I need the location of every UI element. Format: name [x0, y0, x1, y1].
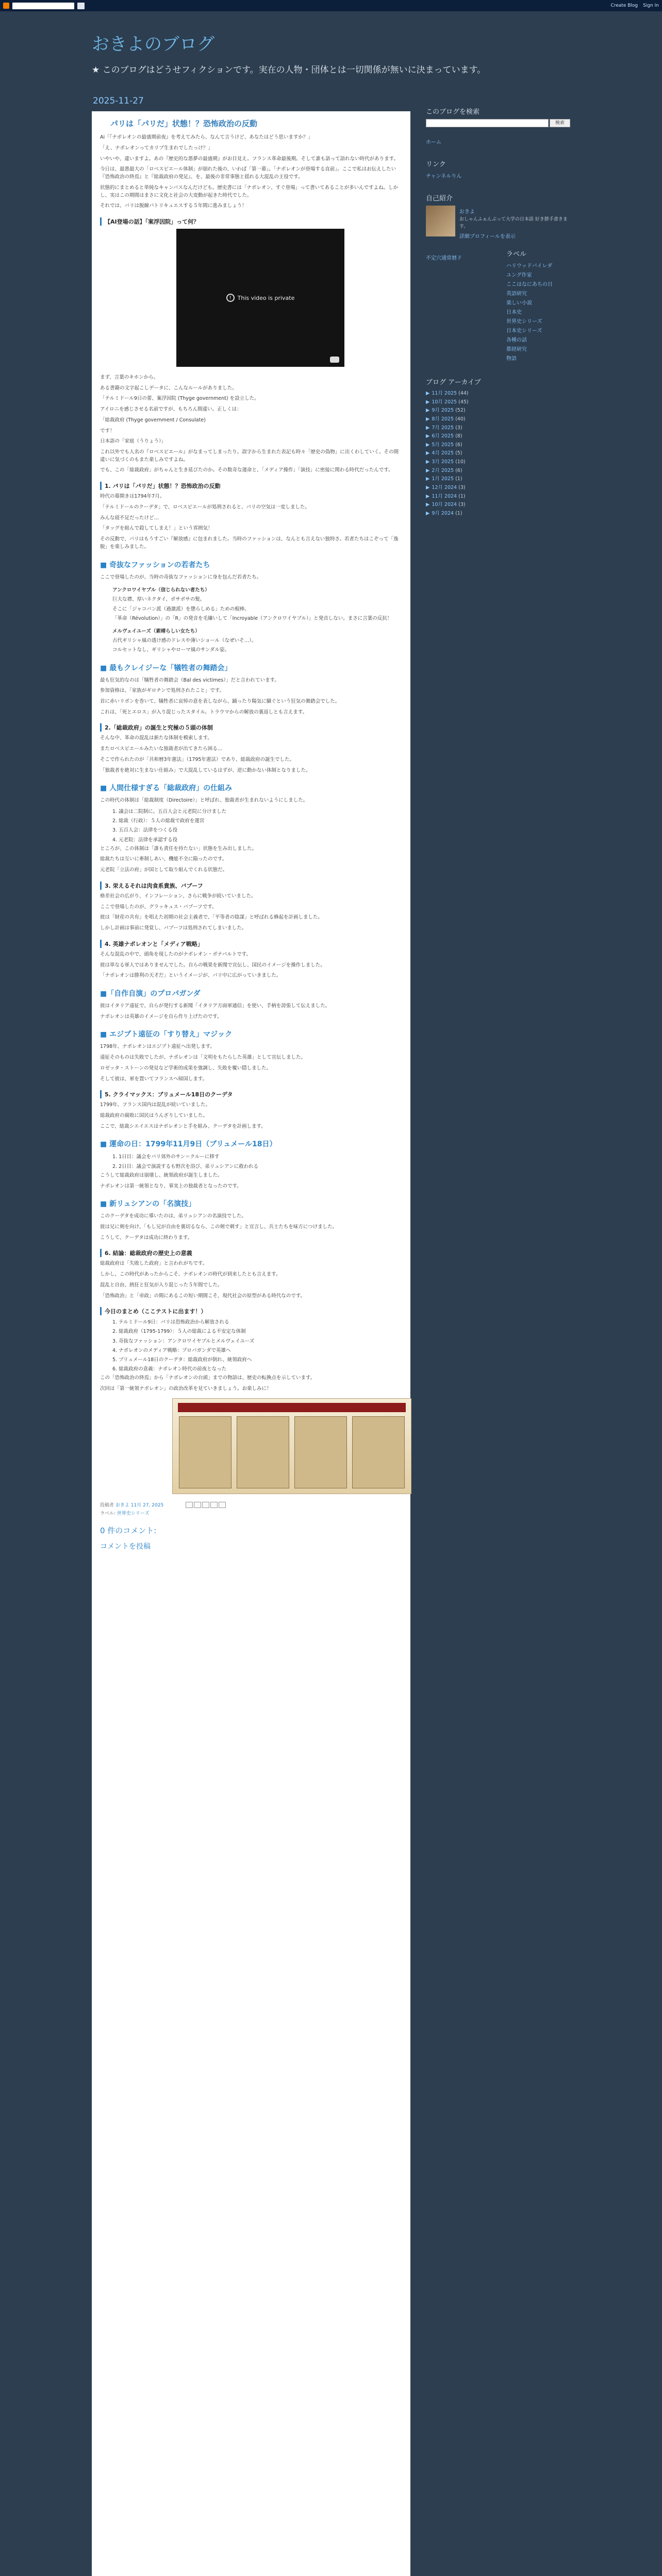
paragraph: 総裁たちは互いに牽制しあい、機能不全に陥ったのです。 — [100, 856, 227, 862]
sidebar-label-link[interactable]: ユング作家 — [506, 273, 532, 278]
section-5-text — [100, 735, 402, 774]
archive-month-link[interactable]: 1月 2025 — [432, 476, 454, 482]
create-blog-link[interactable]: Create Blog — [610, 3, 638, 8]
profile-widget — [426, 206, 570, 241]
paragraph: アイロニを感じさせる名前ですが、もちろん間違い。正しくは： — [100, 406, 242, 413]
sidebar-home-link[interactable]: ホーム — [426, 140, 441, 145]
archive-item[interactable] — [426, 389, 570, 398]
avatar[interactable] — [426, 206, 455, 236]
archive-month-link[interactable]: 8月 2025 — [432, 416, 454, 422]
paragraph: 彼は「財産の共有」を唱えた初期の社会主義者で、「平等者の陰謀」と呼ばれる蜂起を計画しました。 — [100, 914, 323, 921]
sub-heading-merveilleuses: メルヴェイユーズ（素晴らしい女たち） — [112, 628, 200, 634]
archive-count: (44) — [458, 391, 469, 396]
list-merveilleuses — [100, 637, 402, 654]
archive-item[interactable] — [426, 510, 570, 518]
labels-list — [506, 261, 553, 362]
list-item: 4. 元老院：法律を承認する役 — [112, 837, 178, 843]
section-13-text — [100, 1172, 402, 1190]
paragraph: 状態的にまとめると単純なキャンバスなんだけども。歴史書には「ナポレオン、すぐ登場」って書いてあることが多いんですよね。しかし、実はこの期間はまさに文化と社会の大変動が起きた時代でした。 — [100, 184, 399, 198]
archive-item[interactable] — [426, 415, 570, 424]
archive-count: (3) — [458, 502, 466, 508]
paragraph: このクーデタを成功に導いたのは、弟リュシアンの名演技でした。 — [100, 1213, 246, 1219]
archive-item[interactable] — [426, 484, 570, 493]
paragraph: ある書籍の文字起こしデータに、こんなルールがありました。 — [100, 385, 237, 391]
section-heading-conclusion: 6. 結論：総裁政府の歴史上の意義 — [100, 1249, 402, 1257]
post-intro — [100, 134, 402, 210]
paragraph: 彼は兄に剣を向け、「もし兄が自由を裏切るなら、この剣で刺す」と宣言し、兵士たちを味方につけました。 — [100, 1224, 338, 1230]
expand-triangle-icon[interactable]: ▶ — [426, 442, 430, 448]
navbar-search-input[interactable] — [12, 3, 74, 9]
paragraph: これは、「死とエロス」が入り混じったスタイル。トラウマからの解放の裏返しとも言えます。 — [100, 709, 308, 715]
expand-triangle-icon[interactable]: ▶ — [426, 425, 430, 431]
infographic-panel — [352, 1416, 405, 1488]
expand-triangle-icon[interactable]: ▶ — [426, 484, 430, 490]
section-heading-ai: 【AI登場の話】「案浮因院」って何？ — [100, 217, 402, 226]
section-2-text — [100, 493, 402, 551]
paragraph: そんな中、革命の混乱は新たな体制を模索します。 — [100, 735, 212, 741]
list-item: 1. テルミドール9日：パリは恐怖政治から解放される — [112, 1319, 229, 1326]
section-heading-brumaire: 5. クライマックス：ブリュメール18日のクーデタ — [100, 1090, 402, 1098]
archive-month-link[interactable]: 4月 2025 — [432, 450, 454, 456]
expand-triangle-icon[interactable]: ▶ — [426, 467, 430, 473]
archive-count: (6) — [455, 467, 462, 473]
sidebar-label-link[interactable]: 日本史シリーズ — [506, 328, 542, 334]
sign-in-link[interactable]: Sign In — [643, 3, 659, 8]
archive-item[interactable] — [426, 458, 570, 467]
sidebar-link-channel[interactable]: チャンネルりん — [426, 174, 462, 179]
paragraph: Ai「『ナポレオンの最盛期前夜』を考えてみたら、なんて言うけど、あなたはどう思いますか？」 — [100, 134, 313, 141]
label-left-link[interactable]: 不定穴通常暦ド — [426, 256, 462, 261]
youtube-logo-icon[interactable] — [330, 357, 339, 363]
archive-month-link[interactable]: 3月 2025 — [432, 459, 454, 465]
archive-count: (3) — [455, 425, 462, 431]
archive-item[interactable] — [426, 432, 570, 441]
archive-item[interactable] — [426, 493, 570, 501]
paragraph: ロゼッタ・ストーンの発見など学術的成果を強調し、失敗を覆い隠しました。 — [100, 1065, 272, 1071]
archive-count: (1) — [455, 476, 462, 482]
section-6-text — [100, 797, 402, 805]
blogger-navbar — [0, 0, 662, 11]
archive-month-link[interactable]: 9月 2025 — [432, 408, 454, 414]
list-item: 「革命（Révolution）」の「R」の発音を毛嫌いして「Incroyable（アンクロワイヤブル）」と発音しない。まさに言葉の反抗！ — [112, 615, 392, 621]
section-heading-directory: 2.「総裁政府」の誕生と究極の５頭の体制 — [100, 723, 402, 732]
paragraph: 次回は「第一統領ナポレオン」の政治改革を見ていきましょう。お楽しみに！ — [100, 1386, 272, 1392]
blog-title[interactable]: おきよのブログ — [92, 34, 214, 55]
paragraph: 日本語の「家庭（うりょう）」 — [100, 438, 167, 445]
sidebar-search-input[interactable] — [426, 119, 549, 127]
links-heading: リンク — [426, 161, 446, 168]
labels-heading: ラベル — [506, 250, 527, 258]
paragraph: 参加資格は、「家族がギロチンで処刑されたこと」です。 — [100, 688, 225, 694]
subheading-lucien: ■ 新リュシアンの「名演技」 — [100, 1200, 196, 1209]
paragraph: しかし計画は事前に発覚し、バブーフは処刑されてしまいました。 — [100, 925, 247, 931]
expand-triangle-icon[interactable]: ▶ — [426, 450, 430, 456]
post-comment-link[interactable]: コメントを投稿 — [100, 1543, 151, 1551]
email-share-icon[interactable] — [186, 1502, 193, 1508]
list-item: 2. 2日目：議会で演説するも野次を浴び、弟リュシアンに救われる — [112, 1163, 259, 1170]
facebook-share-icon[interactable] — [210, 1502, 218, 1508]
archive-item[interactable] — [426, 424, 570, 433]
infographic-panel — [237, 1416, 289, 1488]
archive-count: (40) — [455, 416, 466, 422]
navbar-links — [610, 3, 659, 8]
paragraph: 「ナポレオンは勝利の天才だ」というイメージが、パリ中に広がっていきました。 — [100, 973, 282, 979]
archive-item[interactable] — [426, 501, 570, 510]
paragraph: 「え、ナポレオンってカリブ生まれでしたっけ？」 — [100, 145, 213, 151]
section-15-text — [100, 1260, 402, 1300]
paragraph: 「テルミドール9日の蕾、案浮因院 (Thyge government) を設立した。 — [100, 396, 259, 402]
paragraph: 「タッグを組んで殺してしまえ！」という雰囲気！ — [100, 526, 213, 532]
archive-month-link[interactable]: 10月 2025 — [432, 399, 457, 405]
archive-month-link[interactable]: 11月 2025 — [432, 391, 457, 396]
archive-item[interactable] — [426, 398, 570, 407]
paragraph: ナポレオンは第一統領となり、事実上の独裁者となったのです。 — [100, 1183, 242, 1189]
paragraph: ここで、総裁シエイエスはナポレオンと手を組み、クーデタを計画します。 — [100, 1123, 266, 1129]
list-item: 3. 奇抜なファッション：アンクロワイヤブルとメルヴェイユーズ — [112, 1338, 255, 1344]
paragraph: またロベスピエールみたいな独裁者が出てきたら困る… — [100, 746, 223, 752]
paragraph: まず、言葉のキホンから。 — [100, 375, 159, 380]
section-7-text — [100, 845, 402, 874]
paragraph: 1798年、ナポレオンはエジプト遠征へ出発します。 — [100, 1044, 215, 1050]
archive-item[interactable] — [426, 406, 570, 415]
info-icon: ! — [226, 294, 235, 302]
archive-month-link[interactable]: 11月 2024 — [432, 493, 457, 499]
archive-count: (5) — [455, 450, 462, 456]
video-private-text: This video is private — [237, 294, 295, 301]
subheading-directory-system: ■ 人間仕様すぎる「総裁政府」の仕組み — [100, 784, 233, 793]
paragraph: そこで作られたのが「共和暦3年憲法」（1795年憲法）であり、総裁政府の誕生でした。 — [100, 756, 294, 762]
posted-by-label: 投稿者 — [100, 1502, 114, 1508]
archive-item[interactable] — [426, 475, 570, 484]
paragraph: 「独裁者を絶対に生まない仕組み」で大混乱しているはずが、逆に動かない体制となりました。 — [100, 767, 311, 773]
expand-triangle-icon[interactable]: ▶ — [426, 493, 430, 499]
sub-heading-incroyables: アンクロワイヤブル（信じられない者たち） — [112, 587, 210, 594]
list-item: 6. 総裁政府の意義：ナポレオン時代の前夜となった — [112, 1366, 227, 1372]
expand-triangle-icon[interactable]: ▶ — [426, 416, 430, 422]
paragraph: それでは、パリは脱線パトリキュエスする５年間に進みましょう！ — [100, 203, 247, 209]
section-heading-paris: 1. パリは「パリだ」状態！？恐怖政治の反動 — [100, 482, 402, 490]
paragraph: 最も狂気的なのは「犠牲者の舞踏会（Bal des victimes）」だと言われています。 — [100, 677, 279, 683]
blogger-logo-icon[interactable] — [3, 3, 9, 9]
subheading-victims-ball: ■ 最もクレイジーな「犠牲者の舞踏会」 — [100, 664, 232, 672]
subheading-egypt: ■ エジプト遠征の「すり替え」マジック — [100, 1030, 233, 1039]
subheading-propaganda: ■「自作自演」のプロパガンダ — [100, 989, 201, 998]
paragraph: 1799年、フランス国内は混乱が続いていました。 — [100, 1102, 210, 1108]
post-title[interactable]: パリは「パリだ」状態！？恐怖政治の反動 — [110, 119, 258, 128]
infographic-banner — [178, 1403, 406, 1412]
archive-count: (8) — [455, 433, 462, 439]
subheading-fashion: ■ 奇抜なファッションの若者たち — [100, 561, 210, 569]
list-item: コルセットなし、ギリシャやローマ風のサンダル姿。 — [112, 647, 229, 653]
labels-widget — [426, 244, 570, 363]
archive-month-link[interactable]: 2月 2025 — [432, 467, 454, 473]
post-author-link[interactable]: おきよ — [115, 1502, 129, 1508]
archive-count: (6) — [455, 442, 462, 448]
blogthis-share-icon[interactable] — [194, 1502, 201, 1508]
post-body — [92, 111, 410, 2576]
post-timestamp-link[interactable]: 11月 27, 2025 — [130, 1502, 164, 1508]
list-item: 1. 議会は二院制に。五百人会と元老院に分けました — [112, 809, 227, 815]
archive-month-link[interactable]: 6月 2025 — [432, 433, 454, 439]
share-buttons — [186, 1502, 226, 1508]
section-14-text — [100, 1213, 402, 1242]
infographic-image[interactable] — [172, 1398, 411, 1494]
archive-month-link[interactable]: 5月 2025 — [432, 442, 454, 448]
list-item: 2. 総裁政府（1795-1799）：５人の総裁による不安定な体制 — [112, 1329, 246, 1335]
paragraph: しかし、この時代があったからこそ、ナポレオンの時代が到来したとも言えます。 — [100, 1272, 281, 1278]
archive-list — [426, 389, 570, 518]
sidebar-label-link[interactable]: 物語 — [506, 356, 517, 362]
list-item: 2. 総裁（行政）：５人の総裁で政府を運営 — [112, 818, 205, 824]
paragraph: こうして、クーデタは成功に終わります。 — [100, 1234, 193, 1241]
paragraph: 時代の幕開きは1794年7月。 — [100, 494, 165, 500]
section-9-text — [100, 951, 402, 980]
archive-item[interactable] — [426, 467, 570, 476]
paragraph: こうして総裁政府は崩壊し、統領政府が誕生しました。 — [100, 1172, 223, 1178]
paragraph: いやいや、違いますよ。あの『歴史的な悪夢の最盛期』がお目見え。フランス革命最後期。そして誰も語って語れない時代があります。 — [100, 156, 399, 162]
sidebar-label-link[interactable]: ハリウッドバイレダ — [506, 263, 553, 269]
paragraph: これ以外でも人名の『ロベスピエール』がなまってしまったり。誤字から生まれた表記も時々「歴史の偽物」に出くわしていく。その間違いに気づくのもまた楽しみですよね。 — [100, 449, 399, 463]
profile-text: おしゃんふぁんぶって大学の日本語 好き勝手書きます。 — [459, 217, 568, 229]
search-widget — [426, 119, 570, 127]
date-header: 2025-11-27 — [93, 96, 144, 106]
paragraph: 総裁政府は「失敗した政府」と言われがちです。 — [100, 1261, 208, 1267]
archive-month-link[interactable]: 7月 2025 — [432, 425, 454, 431]
archive-heading: ブログ アーカイブ — [426, 379, 481, 386]
sidebar-label-link[interactable]: 楽しい小説 — [506, 300, 532, 306]
paragraph: 「テルミドールのクーデタ」で、ロベスピエールが処刑されると、パリの空気は一変しました。 — [100, 504, 310, 510]
expand-triangle-icon[interactable]: ▶ — [426, 433, 430, 439]
subheading-fateful-day: ■ 運命の日：1799年11月9日（ブリュメール18日） — [100, 1140, 277, 1149]
section-heading-napoleon-media: 4. 英雄ナポレオンと「メディア戦略」 — [100, 940, 402, 948]
section-3-text — [100, 574, 402, 582]
archive-count: (3) — [458, 484, 466, 490]
paragraph: そんな混乱の中で、頭角を現したのがナポレオン・ボナパルトです。 — [100, 951, 251, 957]
archive-count: (52) — [455, 408, 466, 414]
expand-triangle-icon[interactable]: ▶ — [426, 399, 430, 405]
paragraph: 「総裁政府 (Thyge government / Consulate) — [100, 417, 206, 423]
embedded-video[interactable] — [176, 229, 344, 367]
list-item: 5. ブリュメール18日のクーデタ：総裁政府が倒れ、統領政府へ — [112, 1357, 252, 1363]
paragraph: ここで登場したのが、当時の奇抜なファッションに身を包んだ若者たち。 — [100, 574, 262, 580]
paragraph: 彼はイタリア遠征で、自らが発行する新聞「イタリア方面軍通信」を使い、手柄を誇張して伝えました。 — [100, 1003, 330, 1009]
list-brumaire — [100, 1153, 402, 1170]
list-directory — [100, 808, 402, 844]
paragraph: 彼は単なる軍人ではありませんでした。自らの戦果を新聞で宣伝し、国民のイメージを操作しました。 — [100, 962, 325, 968]
section-10-text — [100, 1003, 402, 1021]
sidebar-label-link[interactable]: ここはなにあちの日 — [506, 282, 553, 287]
list-incroyables — [100, 596, 402, 622]
profile-name[interactable]: おきよ — [459, 209, 475, 215]
blog-header — [92, 30, 570, 75]
list-item: 3. 五百人会：法律をつくる役 — [112, 827, 178, 834]
list-item: 古代ギリシャ風の透け感のドレスや薄いショール（なぜいそ…）。 — [112, 638, 257, 644]
sidebar-label-link[interactable]: 都経研究 — [506, 347, 527, 352]
archive-item[interactable] — [426, 449, 570, 458]
x-share-icon[interactable] — [202, 1502, 209, 1508]
sidebar-label-link[interactable]: 日本史 — [506, 310, 522, 315]
sidebar-label-link[interactable]: 各種の話 — [506, 337, 527, 343]
paragraph: 首に赤いリボンを巻いて、犠牲者に哀悼の意を表しながら、踊ったり陽気に騒ぐという狂気の舞踏会でした。 — [100, 698, 340, 704]
summary-list — [100, 1318, 402, 1373]
section-11-text — [100, 1043, 402, 1083]
paragraph: ここで登場したのが、グラッキュス・バブーフです。 — [100, 904, 217, 910]
section-8-text — [100, 893, 402, 933]
post-label-link[interactable]: 世界史シリーズ — [117, 1511, 150, 1516]
archive-month-link[interactable]: 10月 2024 — [432, 502, 457, 508]
pinterest-share-icon[interactable] — [219, 1502, 226, 1508]
paragraph: 「恐怖政治」と「帝政」の間にあるこの短い期間こそ、現代社会の原型がある時代なのです。 — [100, 1293, 306, 1299]
navbar-search-button[interactable] — [77, 3, 85, 9]
archive-count: (1) — [455, 510, 462, 516]
paragraph: ナポレオンは英雄のイメージを自ら作り上げたのです。 — [100, 1013, 222, 1020]
infographic-panel — [179, 1416, 231, 1488]
expand-triangle-icon[interactable]: ▶ — [426, 510, 430, 516]
paragraph: でも、この「総裁政府」がちゃんと生き延びたのか。その数奇な運命と、「メディア操作」「演技」に密接に関わる時代だったんです。 — [100, 467, 393, 473]
paragraph: この「恐怖政治の終焉」から「ナポレオンの台頭」までの物語は、歴史の転換点を示しています。 — [100, 1375, 316, 1381]
section-heading-summary: 今日のまとめ（ここテストに出ます！） — [100, 1307, 402, 1315]
blog-description: ★ このブログはどうせフィクションです。実在の人物・団体とは一切関係が無いに決まっています。 — [92, 65, 486, 75]
paragraph: 元老院「立法の府」が国として取り組んでくれる状態だ。 — [100, 867, 228, 873]
paragraph: です！ — [100, 428, 115, 434]
expand-triangle-icon[interactable]: ▶ — [426, 391, 430, 396]
expand-triangle-icon[interactable]: ▶ — [426, 476, 430, 482]
list-item: 4. ナポレオンのメディア戦略：プロパガンダで英雄へ — [112, 1347, 231, 1353]
sidebar — [426, 102, 570, 518]
paragraph: ところが、この体制は「誰も責任を持たない」状態を生み出しました。 — [100, 845, 257, 852]
paragraph: 混乱と自由、熱狂と狂気が入り混じった５年間でした。 — [100, 1282, 223, 1288]
archive-count: (1) — [458, 493, 466, 499]
sidebar-label-link[interactable]: 英語研究 — [506, 291, 527, 297]
list-item: 1. 1日目：議会をパリ郊外のサン＝クルーに移す — [112, 1154, 220, 1160]
section-1-text — [100, 374, 402, 474]
archive-month-link[interactable]: 9月 2024 — [432, 510, 454, 516]
sidebar-label-link[interactable]: 世界史シリーズ — [506, 319, 542, 325]
section-heading-babeuf: 3. 栄えるそれは肉食系貴族、バブーフ — [100, 882, 402, 890]
archive-month-link[interactable]: 12月 2024 — [432, 484, 457, 490]
section-4-text — [100, 677, 402, 717]
profile-details-link[interactable]: 詳細プロフィールを表示 — [459, 234, 516, 240]
paragraph: 今日は、最悪最大の「ロベスピエール体制」が崩れた後の、いわば「第一幕」。「ナポレオンが登場する直前」。ここで私はお伝えしたい『恐怖政治の終焉』と『総裁政府の発足』、を、最後の非常事態と揺れる大混乱の主役です。 — [100, 166, 396, 180]
section-12-text — [100, 1101, 402, 1130]
profile-heading: 自己紹介 — [426, 195, 453, 202]
search-widget-heading: このブログを検索 — [426, 108, 480, 116]
archive-item[interactable] — [426, 441, 570, 450]
comments-heading: 0 件のコメント: — [100, 1526, 157, 1536]
paragraph: 総裁政府の腐敗に国民はうんざりしていました。 — [100, 1112, 208, 1118]
paragraph: この時代の体制は「総裁制度（Directoire）」と呼ばれ、独裁者が生まれないようにしました。 — [100, 798, 308, 804]
list-item: 巨大な襟、厚いネクタイ、ボサボサの髪。 — [112, 597, 205, 603]
paragraph: その反動で、パリはもうすごい『解放感』に包まれました。当時のファッションは、なんとも言えない独特さ。若者たちはこぞって「逸脱」を楽しみました。 — [100, 536, 399, 550]
expand-triangle-icon[interactable]: ▶ — [426, 502, 430, 508]
sidebar-search-button[interactable]: 検索 — [550, 119, 570, 127]
paragraph: みんな寝不足だったけど… — [100, 515, 159, 521]
paragraph: 格差社会の広がり、インフレーション、さらに戦争が続いていました。 — [100, 893, 256, 899]
archive-count: (10) — [455, 459, 466, 465]
labels-prefix: ラベル: — [100, 1511, 116, 1516]
closing-text — [100, 1375, 402, 1393]
paragraph: そして彼は、軍を置いてフランスへ帰国します。 — [100, 1076, 207, 1082]
expand-triangle-icon[interactable]: ▶ — [426, 408, 430, 414]
archive-count: (45) — [458, 399, 469, 405]
post-footer — [100, 1501, 402, 1518]
list-item: そこに「ジャコバン派（過激派）を懲らしめる」ための棍棒。 — [112, 606, 250, 612]
paragraph: 遠征そのものは失敗でしたが、ナポレオンは「文明をもたらした英雄」として宣伝しました。 — [100, 1055, 306, 1061]
infographic-panel — [294, 1416, 347, 1488]
expand-triangle-icon[interactable]: ▶ — [426, 459, 430, 465]
